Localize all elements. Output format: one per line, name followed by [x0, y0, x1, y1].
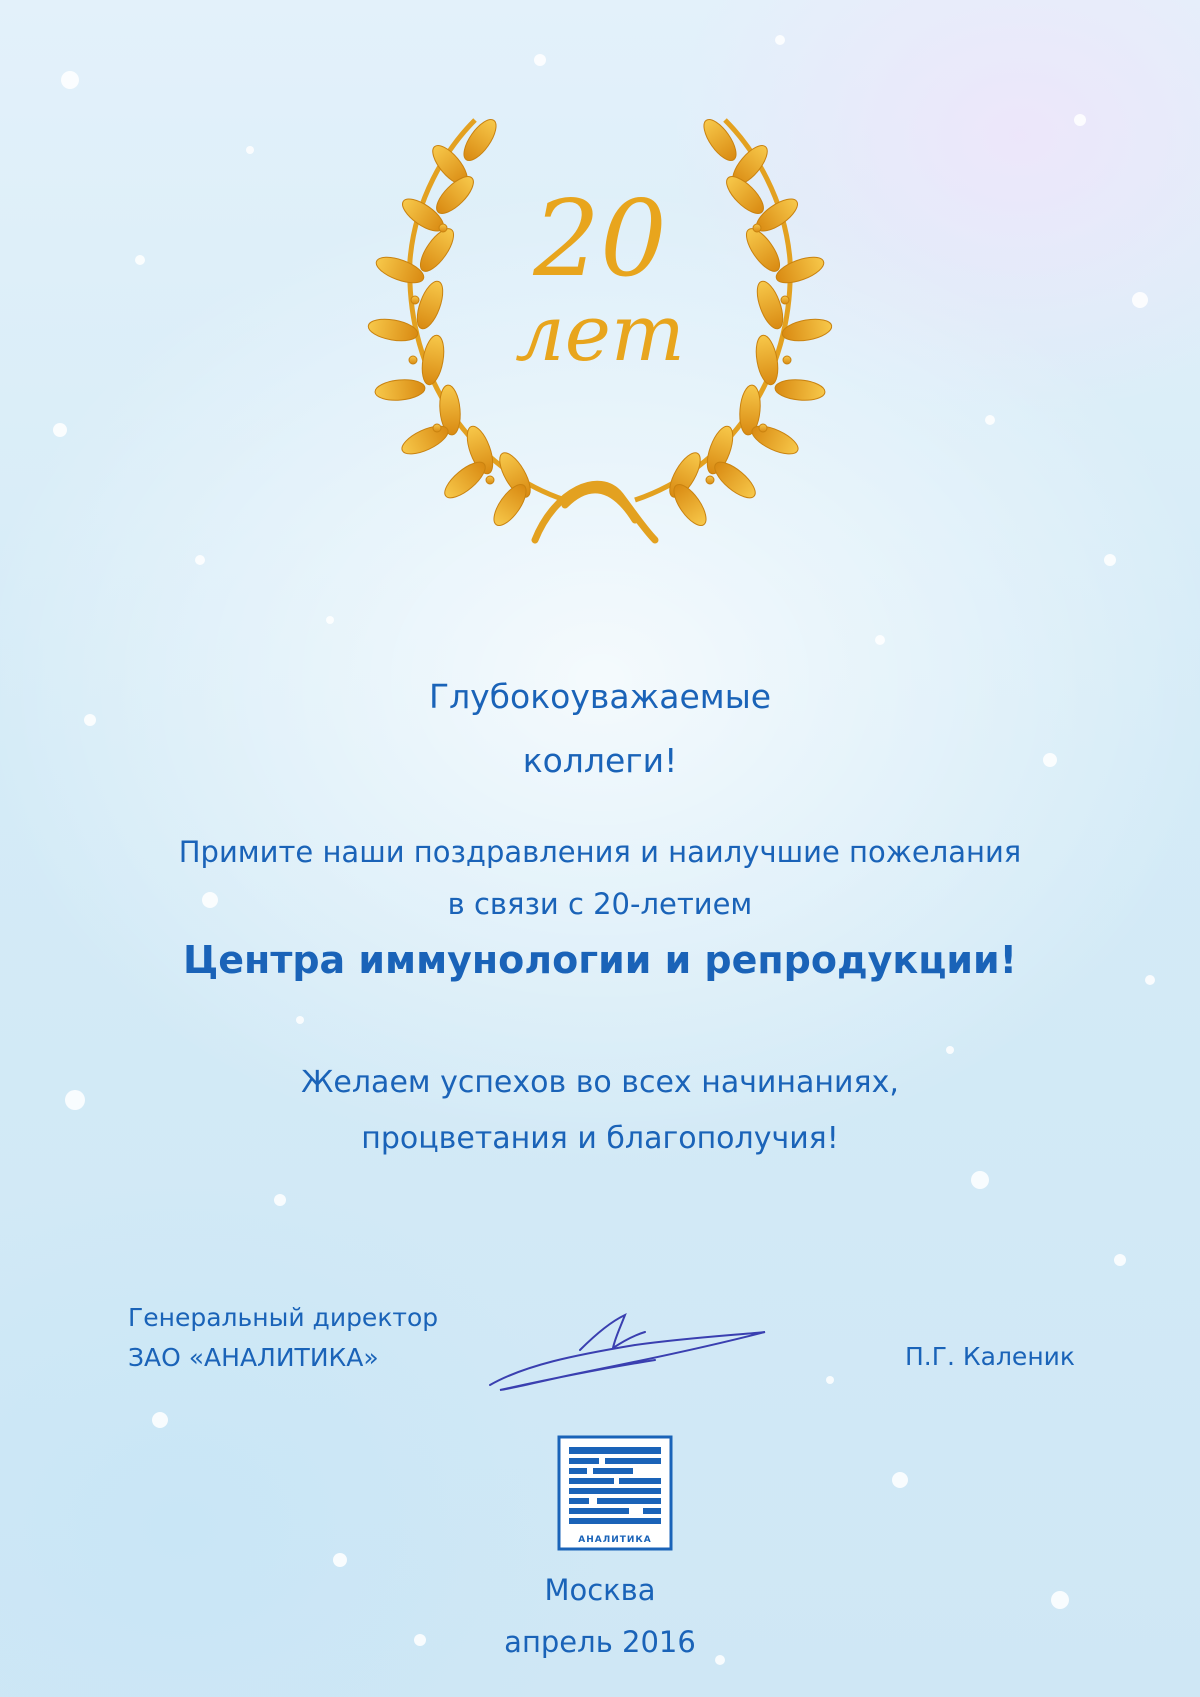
- congratulation-line-1: Примите наши поздравления и наилучшие пожелания: [178, 835, 1022, 869]
- signatory-position: Генеральный директор: [128, 1303, 439, 1332]
- congratulation-line-2: в связи с 20-летием: [447, 887, 753, 921]
- laurel-wreath-emblem: [355, 110, 845, 570]
- handwritten-signature: [485, 1310, 775, 1400]
- wishes-text: [0, 1055, 1200, 1167]
- footer-date: апрель 2016: [504, 1625, 696, 1659]
- congratulation-text: [0, 826, 1200, 930]
- signatory-title: [128, 1298, 438, 1378]
- wishes-line-2: процветания и благополучия!: [361, 1121, 839, 1156]
- wishes-line-1: Желаем успехов во всех начинаниях,: [301, 1065, 899, 1100]
- analitika-logo: [557, 1435, 673, 1551]
- signatory-name: П.Г. Каленик: [905, 1342, 1076, 1371]
- anniversary-number: 20: [533, 178, 667, 300]
- laurel-ribbon-knot: [535, 484, 655, 540]
- footer-city: Москва: [544, 1573, 656, 1607]
- salutation: [0, 665, 1200, 793]
- signatory-company: ЗАО «АНАЛИТИКА»: [128, 1343, 379, 1372]
- anniversary-word: лет: [515, 289, 685, 379]
- salutation-line-1: Глубокоуважаемые: [428, 677, 772, 716]
- center-name: Центра иммунологии и репродукции!: [183, 938, 1017, 982]
- logo-label: АНАЛИТИКА: [578, 1535, 652, 1545]
- salutation-line-2: коллеги!: [522, 741, 678, 780]
